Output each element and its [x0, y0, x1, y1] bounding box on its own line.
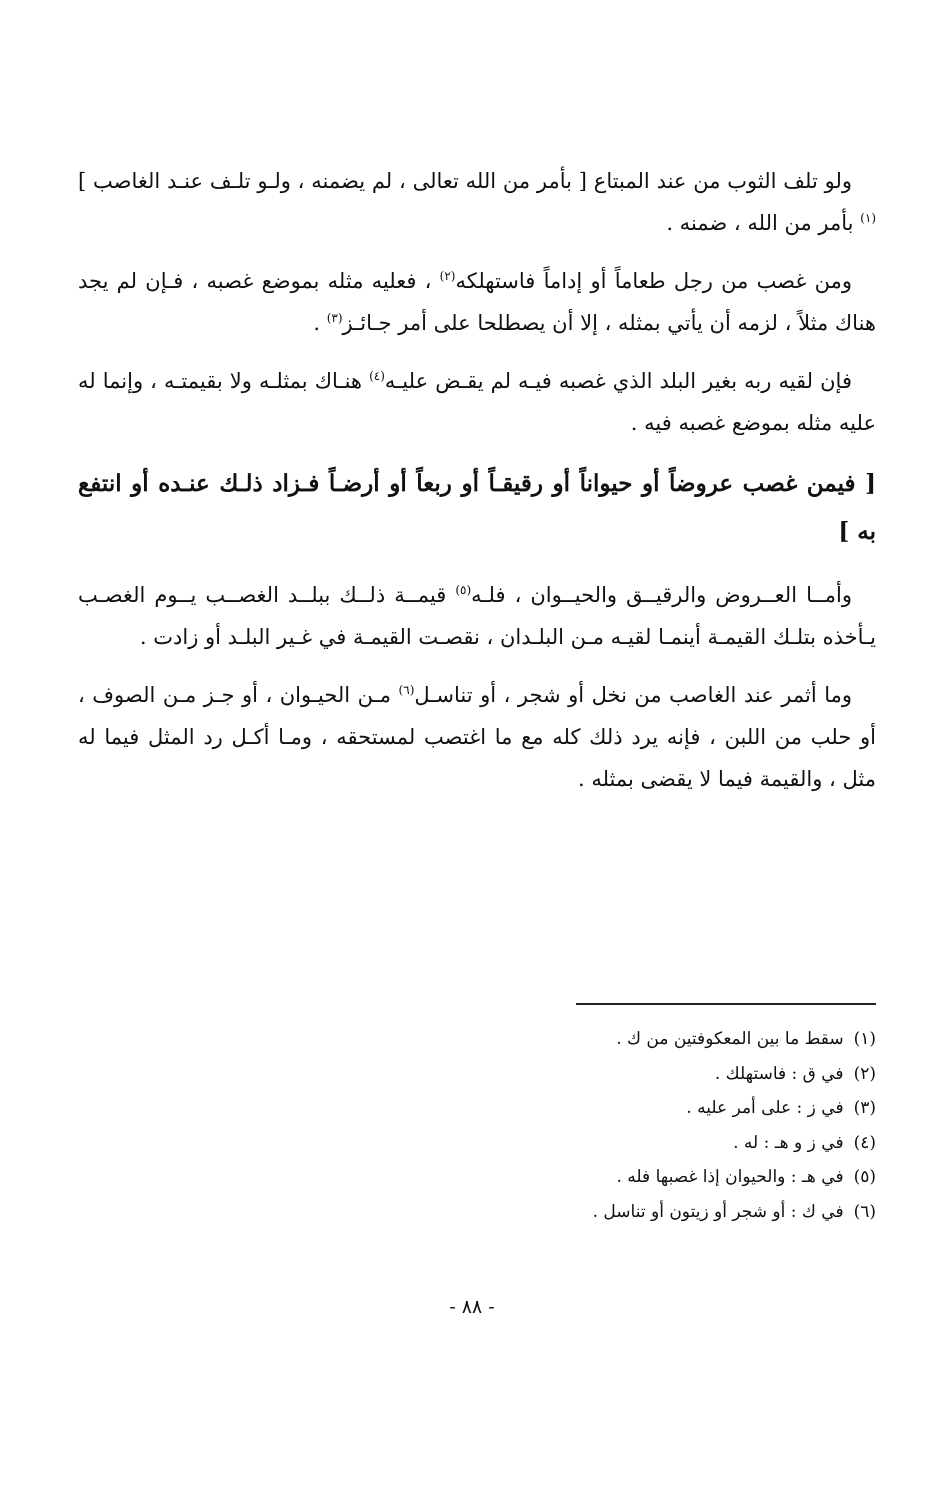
footnote-item — [376, 1126, 876, 1161]
footnote-ref[interactable]: (٢) — [439, 269, 456, 283]
footnote-item — [376, 1195, 876, 1230]
paragraph-2 — [78, 260, 876, 344]
footnote-text: سقط ما بين المعكوفتين من ك . — [616, 1029, 844, 1049]
paragraph-text: وما أثمر عند الغاصب من نخل أو شجر ، أو تناسـل — [414, 683, 852, 707]
footnote-ref[interactable]: (٤) — [369, 369, 385, 383]
footnote-ref[interactable]: (١) — [860, 211, 876, 225]
page-number: - ٨٨ - — [449, 1296, 495, 1318]
footnote-item — [376, 1091, 876, 1126]
footnote-text: في ق : فاستهلك . — [714, 1063, 844, 1084]
footnote-number: (١) — [853, 1029, 876, 1049]
paragraph-text: بأمر من الله ، ضمنه . — [666, 211, 861, 235]
footnote-text: في هـ : والحيوان إذا غصبها فله . — [616, 1167, 844, 1187]
paragraph-text: مـن الحيـوان ، أو جـز مـن الصوف ، أو حلب من اللبن ، فإنه يرد ذلك كله مع ما اغتصب لمستحقه ، ومـا أكـل رد المثل فيما له مثل ، والقيمة فيما لا يقضى بمثله . — [78, 683, 876, 791]
footnote-number: (٥) — [853, 1167, 876, 1187]
paragraph-text: فإن لقيه ربه بغير البلد الذي غصبه فيـه لم يقـض عليـه — [384, 369, 852, 393]
footnote-text: في ز و هـ : له . — [733, 1132, 844, 1153]
footnote-ref[interactable]: (٥) — [455, 583, 472, 597]
paragraph-text: ومن غصب من رجل طعاماً أو إداماً فاستهلكه — [455, 269, 852, 293]
paragraph-text: وأمــا العــروض والرقيــق والحيــوان ، فلـه — [471, 583, 852, 607]
footnote-ref[interactable]: (٦) — [398, 683, 415, 697]
section-heading: [ فيمن غصب عروضاً أو حيواناً أو رقيقـاً أو ربعاً أو أرضـاً فـزاد ذلـك عنـده أو انتفع به ] — [78, 470, 876, 545]
paragraph-1 — [78, 160, 876, 244]
footnote-item — [376, 1057, 876, 1092]
footnote-number: (٤) — [853, 1132, 876, 1153]
paragraph-4 — [78, 574, 876, 658]
footnote-text: في ز : على أمر عليه . — [686, 1098, 844, 1118]
footnote-text: في ك : أو شجر أو زيتون أو تناسل . — [592, 1201, 844, 1222]
paragraph-text: قيمــة ذلــك ببلــد الغصــب يــوم الغصـب يـأخذه بتلـك القيمـة أينمـا لقيـه مـن البلـدان ، نقصـت القيمـة في غـير البلـد أو زادت . — [78, 583, 876, 649]
paragraph-3 — [78, 360, 876, 444]
footnotes-list — [376, 1022, 876, 1229]
footnote-ref[interactable]: (٣) — [326, 311, 343, 325]
paragraph-text: هنـاك بمثلـه ولا بقيمتـه ، وإنما له عليه مثله بموضع غصبه فيه . — [78, 369, 876, 435]
paragraph-text: ولو تلف الثوب من عند المبتاع [ بأمر من الله تعالى ، لم يضمنه ، ولـو تلـف عنـد الغاصب ] — [78, 169, 852, 193]
page-body — [78, 160, 876, 816]
paragraph-5 — [78, 674, 876, 800]
paragraph-text: . — [313, 311, 327, 335]
footnote-number: (٢) — [853, 1063, 876, 1084]
footnote-item — [376, 1160, 876, 1195]
footnote-number: (٣) — [853, 1098, 876, 1118]
footnote-number: (٦) — [853, 1201, 876, 1222]
footnote-divider — [576, 1003, 876, 1005]
footnote-item — [376, 1022, 876, 1057]
paragraph-text: ، فعليه مثله بموضع غصبه ، فـإن لم يجد هناك مثلاً ، لزمه أن يأتي بمثله ، إلا أن يصطلحا على أمر جـائـز — [78, 269, 876, 335]
